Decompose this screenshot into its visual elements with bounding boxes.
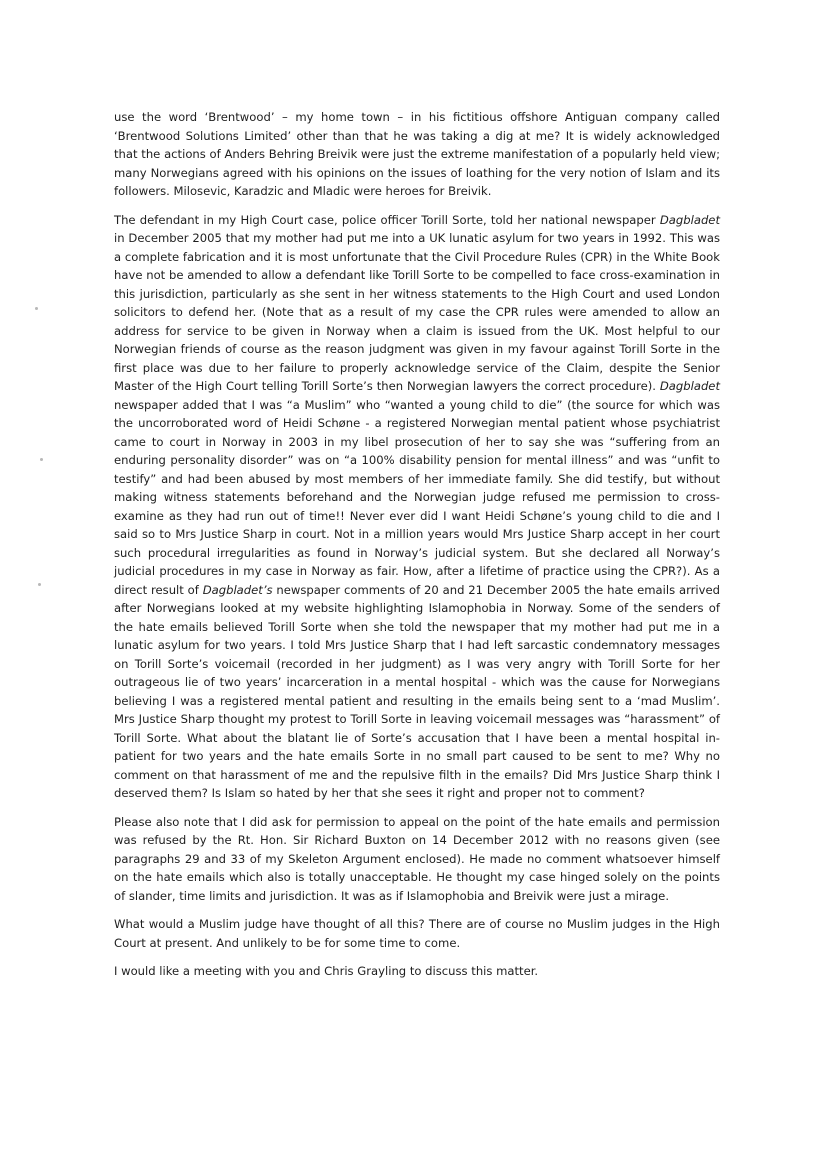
paragraph — [114, 813, 720, 906]
text-run: use the word ‘Brentwood’ – my home town – in his fictitious offshore Antiguan company called ‘Brentwood Solutions Limited’ other than that he was taking a dig at me? It is widely acknowledged that the actions of Anders Behring Breivik were just the extreme manifestation of a popularly held view; many Norwegians agreed with his opinions on the issues of loathing for the very notion of Islam and its followers. Milosevic, Karadzic and Mladic were heroes for Breivik. — [114, 110, 720, 198]
text-run: Please also note that I did ask for permission to appeal on the point of the hate emails and permission was refused by the Rt. Hon. Sir Richard Buxton on 14 December 2012 with no reasons given (see paragraphs 29 and 33 of my Skeleton Argument enclosed). He made no comment whatsoever himself on the hate emails which also is totally unacceptable. He thought my case hinged solely on the points of slander, time limits and jurisdiction. It was as if Islamophobia and Breivik were just a mirage. — [114, 814, 720, 903]
text-run: in December 2005 that my mother had put me into a UK lunatic asylum for two years in 1992. This was a complete fabrication and it is most unfortunate that the Civil Procedure Rules (CPR) in the White Book have not be amended to allow a defendant like Torill Sorte to be compelled to face cross-examination in this jurisdiction, particularly as she sent in her witness statements to the High Court and used London solicitors to defend her. (Note that as a result of my case the CPR rules were amended to allow an address for service to be given in Norway when a claim is issued from the UK. Most helpful to our Norwegian friends of course as the reason judgment was given in my favour against Torill Sorte in the first place was due to her failure to properly acknowledge service of the Claim, despite the Senior Master of the High Court telling Torill Sorte’s then Norwegian lawyers the correct procedure). — [114, 231, 720, 393]
scan-speck — [40, 458, 43, 461]
paragraph — [114, 915, 720, 952]
italic-text-run: Dagbladet’s — [202, 582, 273, 597]
paragraph — [114, 108, 720, 201]
italic-text-run: Dagbladet — [659, 379, 720, 393]
text-run: I would like a meeting with you and Chris Grayling to discuss this matter. — [114, 964, 539, 978]
italic-text-run: Dagbladet — [659, 212, 720, 227]
paragraph — [114, 211, 720, 803]
letter-body — [114, 108, 720, 991]
text-run: The defendant in my High Court case, police officer Torill Sorte, told her national newspaper — [114, 212, 660, 227]
text-run: newspaper comments of 20 and 21 December 2005 the hate emails arrived after Norwegians looked at my website highlighting Islamophobia in Norway. Some of the senders of the hate emails believed Torill Sorte when she told the newspaper that my mother had put me in a lunatic asylum for two years. I told Mrs Justice Sharp that I had left sarcastic condemnatory messages on Torill Sorte’s voicemail (recorded in her judgment) as I was very angry with Torill Sorte for her outrageous lie of two years’ incarceration in a mental hospital - which was the cause for Norwegians believing I was a registered mental patient and resulting in the emails being sent to a ‘mad Muslim’. Mrs Justice Sharp thought my protest to Torill Sorte in leaving voicemail messages was “harassment” of Torill Sorte. What about the blatant lie of Sorte’s accusation that I have been a mental hospital in-patient for two years and the hate emails Sorte in no small part caused to be sent to me? Why no comment on that harassment of me and the repulsive filth in the emails? Did Mrs Justice Sharp think I deserved them? Is Islam so hated by her that she sees it right and proper not to comment? — [114, 582, 720, 800]
text-run: What would a Muslim judge have thought of all this? There are of course no Muslim judges in the High Court at present. And unlikely to be for some time to come. — [114, 917, 720, 950]
scan-speck — [38, 583, 41, 586]
paragraph — [114, 962, 720, 981]
scan-speck — [35, 307, 38, 310]
text-run: newspaper added that I was “a Muslim” who “wanted a young child to die” (the source for which was the uncorroborated word of Heidi Schøne - a registered Norwegian mental patient whose psychiatrist came to court in Norway in 2003 in my libel prosecution of her to say she was “suffering from an enduring personality disorder” was on “a 100% disability pension for mental illness” and was “unfit to testify” and had been abused by most members of her immediate family. She did testify, but without making witness statements beforehand and the Norwegian judge refused me permission to cross-examine as they had run out of time!! Never ever did I want Heidi Schøne’s young child to die and I said so to Mrs Justice Sharp in court. Not in a million years would Mrs Justice Sharp accept in her court such procedural irregularities as found in Norway’s judicial system. But she declared all Norway’s judicial procedures in my case in Norway as fair. How, after a lifetime of practice using the CPR?). As a direct result of — [114, 397, 720, 597]
